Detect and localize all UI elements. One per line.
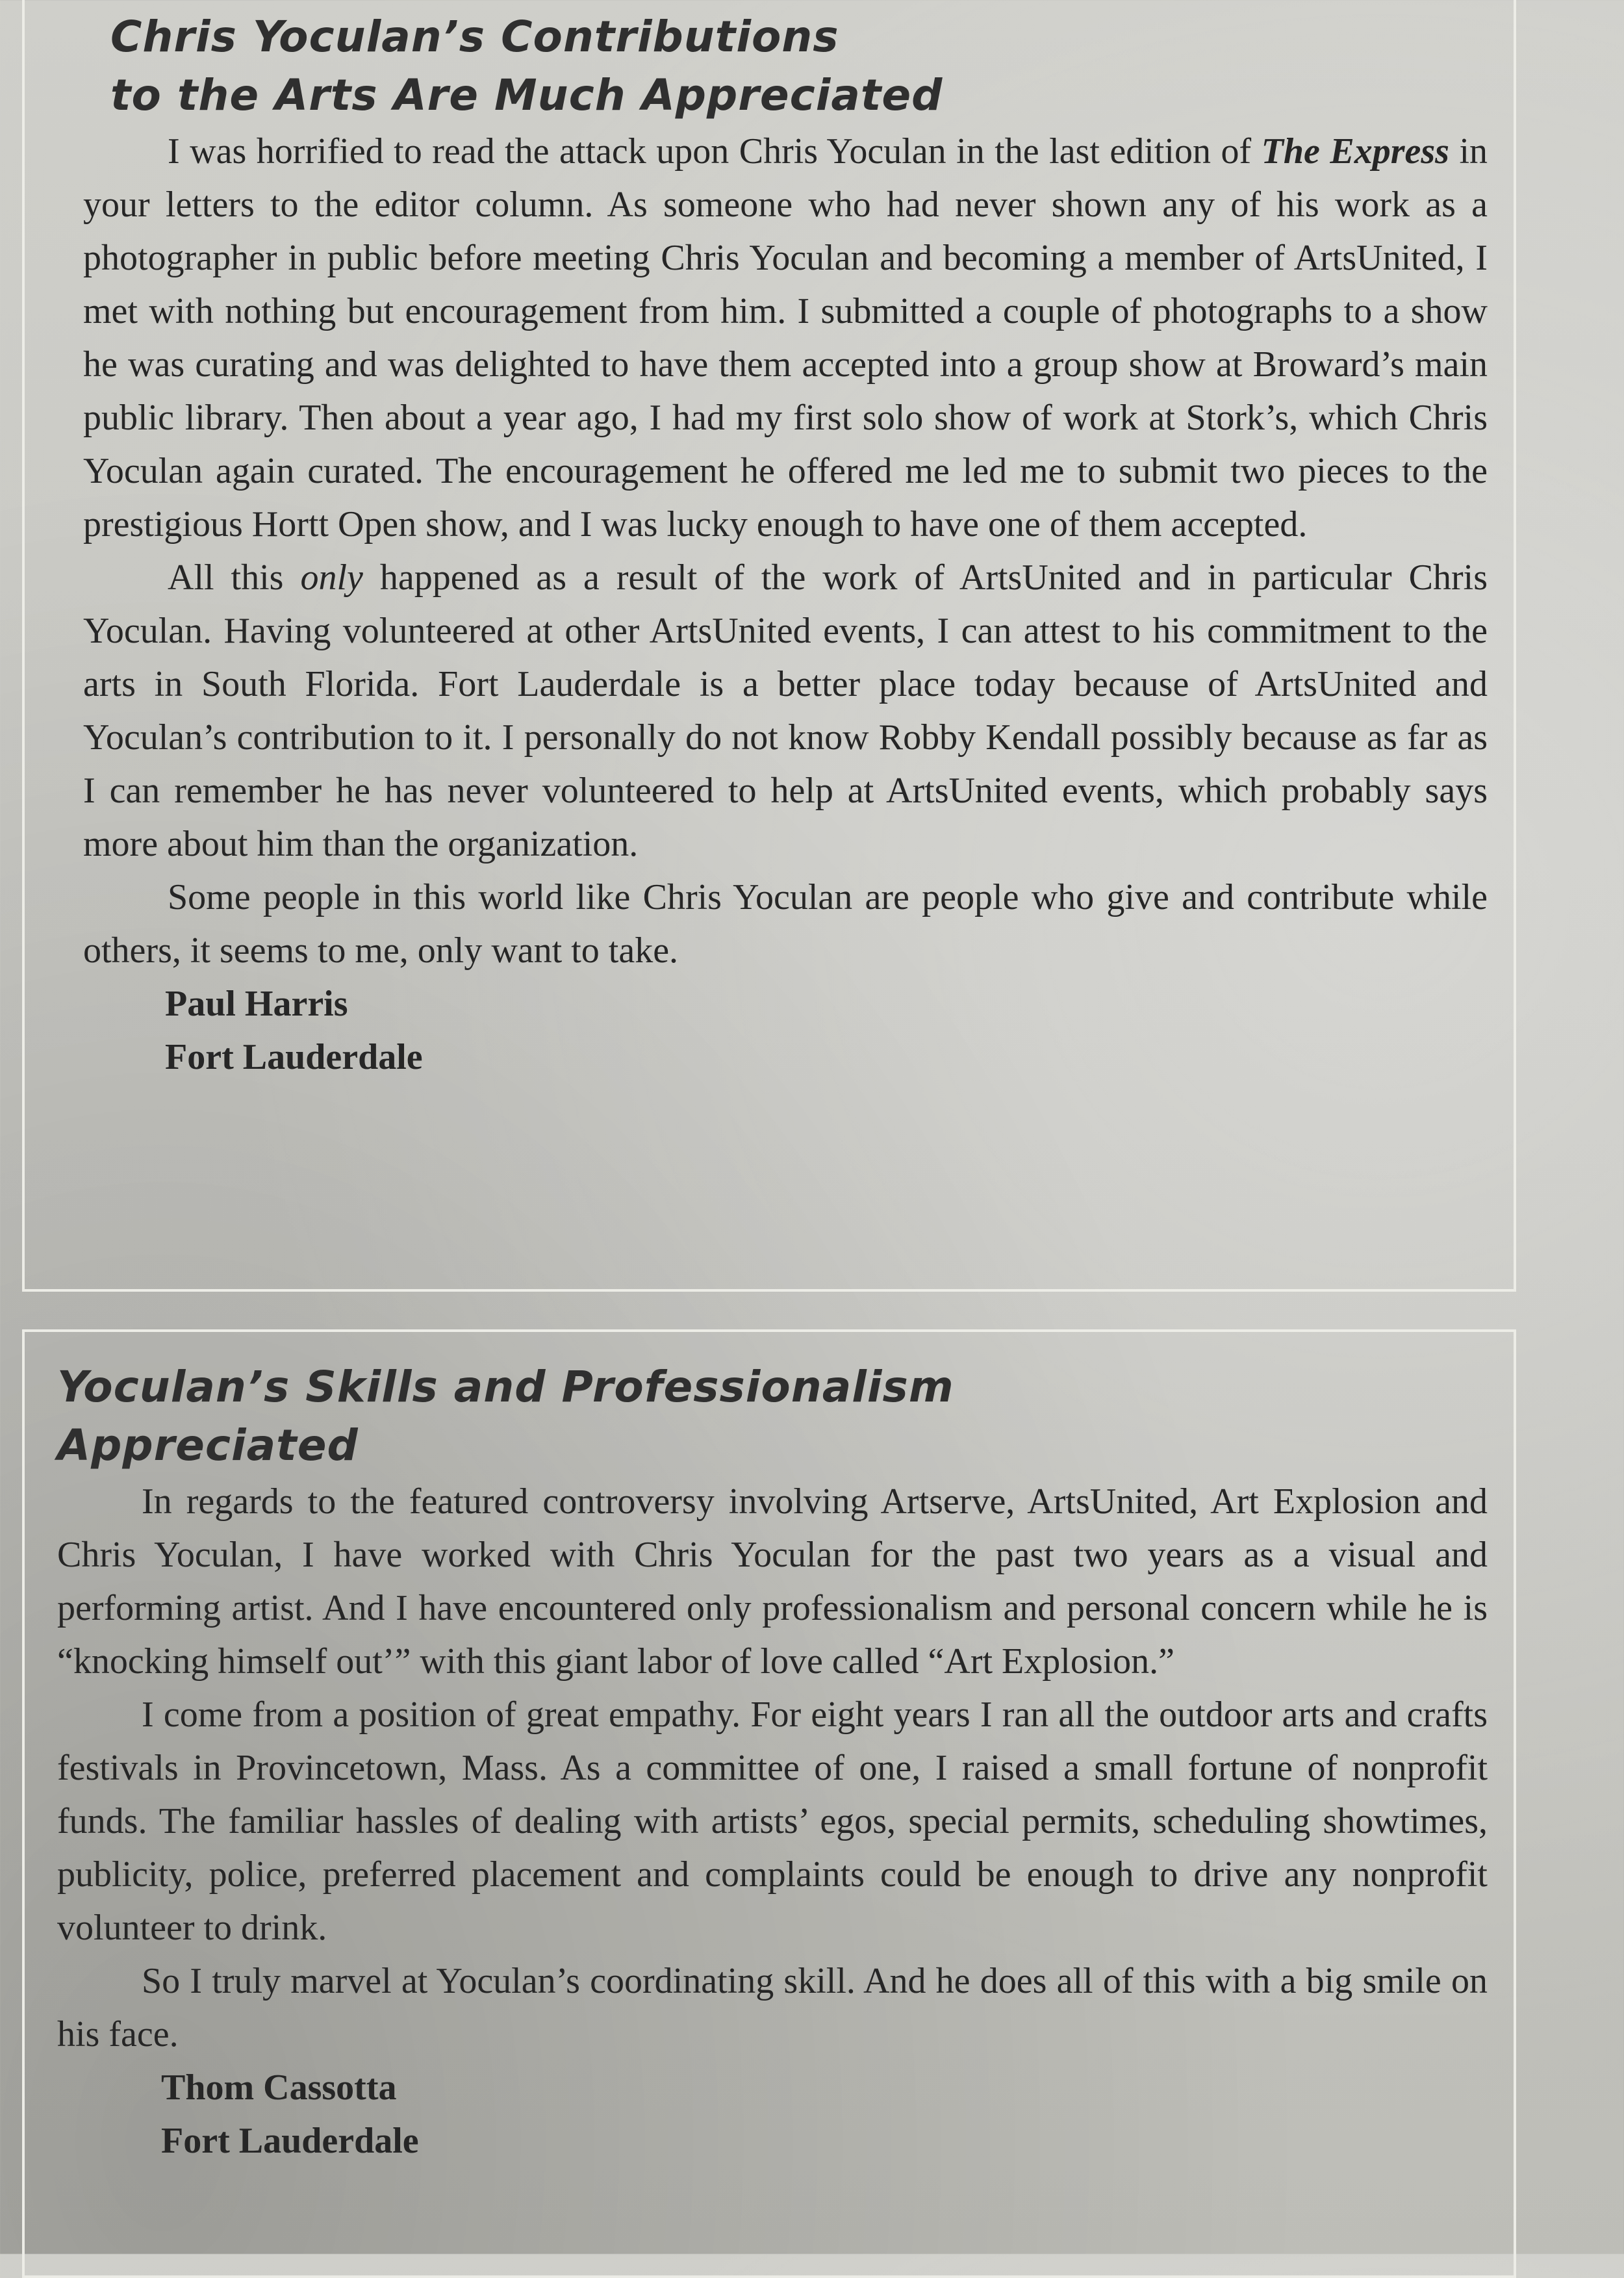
paragraph-2-text-a: All this bbox=[168, 557, 301, 598]
letter-signer-city: Fort Lauderdale bbox=[165, 1037, 423, 1077]
headline-line-2: to the Arts Are Much Appreciated bbox=[110, 70, 943, 120]
letter-signer-name: Thom Cassotta bbox=[161, 2067, 397, 2108]
paragraph-3: Some people in this world like Chris Yoculan are people who give and contribute while others, it seems to me, only want to take. bbox=[83, 877, 1488, 971]
headline-line-2: Appreciated bbox=[57, 1420, 359, 1470]
letter-signer-name: Paul Harris bbox=[165, 984, 348, 1024]
emphasis-word: only bbox=[300, 557, 363, 598]
paragraph-1 bbox=[83, 125, 1488, 551]
letter-body bbox=[83, 125, 1488, 977]
letter-headline bbox=[57, 1358, 1488, 1475]
paragraph-2-text-b: happened as a result of the work of ArtsUnited and in particular Chris Yoculan. Having volunteered at other ArtsUnited events, I can attest to his commitment to the arts in South Florida. Fort Lauderdale is a better place today because of ArtsUnited and Yoculan’s contribution to it. I personally do not know Robby Kendall possibly because as far as I can remember he has never volunteered to help at ArtsUnited events, which probably says more about him than the organization. bbox=[83, 557, 1488, 864]
letter-headline bbox=[110, 8, 1488, 125]
paragraph-2: I come from a position of great empathy. For eight years I ran all the outdoor arts and crafts festivals in Provincetown, Mass. As a committee of one, I raised a small fortune of nonprofit funds. The familiar hassles of dealing with artists’ egos, special permits, scheduling showtimes, publicity, police, preferred placement and complaints could be enough to drive any nonprofit volunteer to drink. bbox=[57, 1695, 1488, 1948]
letter-yoculan-contributions bbox=[22, 0, 1516, 1292]
headline-line-1: Chris Yoculan’s Contributions bbox=[110, 12, 839, 62]
letter-body bbox=[57, 1475, 1488, 2061]
paragraph-2 bbox=[83, 551, 1488, 871]
paragraph-1-text-b: in your letters to the editor column. As someone who had never shown any of his work as a photographer in public before meeting Chris Yoculan and becoming a member of ArtsUnited, I met with nothing but encouragement from him. I submitted a couple of photographs to a show he was curating and was delighted to have them accepted into a group show at Broward’s main public library. Then about a year ago, I had my first solo show of work at Stork’s, which Chris Yoculan again curated. The encouragement he offered me led me to submit two pieces to the prestigious Hortt Open show, and I was lucky enough to have one of them accepted. bbox=[83, 131, 1488, 544]
paragraph-1: In regards to the featured controversy involving Artserve, ArtsUnited, Art Explosion and Chris Yoculan, I have worked with Chris Yoculan for the past two years as a visual and performing artist. And I have encountered only professionalism and personal concern while he is “knocking himself out’” with this giant labor of love called “Art Explosion.” bbox=[57, 1481, 1488, 1682]
publication-name: The Express bbox=[1261, 131, 1449, 172]
headline-line-1: Yoculan’s Skills and Professionalism bbox=[57, 1362, 954, 1412]
letter-signer-city: Fort Lauderdale bbox=[161, 2121, 419, 2161]
paragraph-1-text-a: I was horrified to read the attack upon Chris Yoculan in the last edition of bbox=[168, 131, 1262, 172]
letter-yoculan-skills bbox=[22, 1329, 1516, 2278]
paragraph-3: So I truly marvel at Yoculan’s coordinating skill. And he does all of this with a big smile on his face. bbox=[57, 1961, 1488, 2054]
